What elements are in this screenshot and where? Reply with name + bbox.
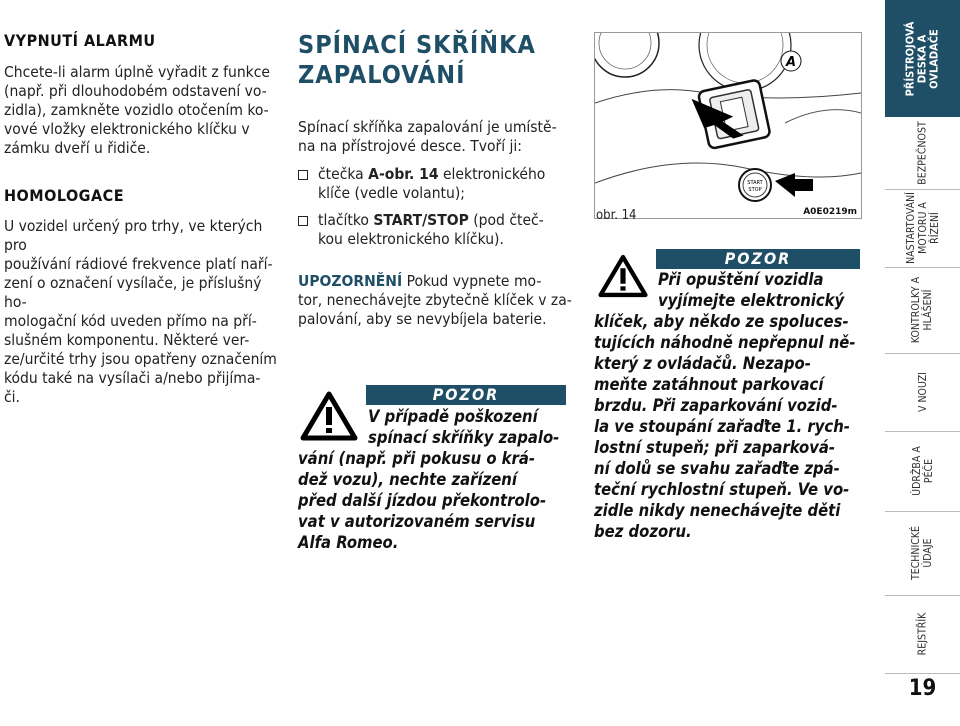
text-line: používání rádiové frekvence platí naří- (4, 255, 273, 273)
tab-label: ÚDRŽBA A PÉČE (910, 446, 935, 496)
paragraph-homologation (4, 217, 284, 407)
text-line: slušném komponentu. Některé ver- (4, 331, 250, 349)
chapter-tabs (885, 0, 960, 726)
bullet-text: kou elektronického klíčku). (318, 230, 504, 248)
warning-line: brzdu. Při zaparkování vozid- (594, 396, 838, 415)
warning-line: vyjímejte elektronický (658, 291, 845, 310)
section-title-ignition (298, 30, 536, 90)
warning-line: la ve stoupání zařaďte 1. rych- (594, 417, 850, 436)
bullet-text: tlačítko (318, 211, 374, 229)
bullet-list (298, 165, 583, 249)
bullet-bold: START/STOP (373, 211, 469, 229)
tab-emergency[interactable] (885, 353, 960, 431)
warning-line: spínací skříňky zapalo- (368, 428, 560, 447)
bullet-text: (pod čteč- (468, 211, 544, 229)
stop-label: STOP (748, 187, 762, 193)
title-line: SPÍNACÍ SKŘÍŇKA (298, 30, 536, 59)
warning-text (594, 269, 860, 542)
text-line: tor, nenechávejte zbytečně klíček v za- (298, 291, 572, 309)
tab-warning-lights[interactable] (885, 267, 960, 353)
figure-label-a: A (785, 55, 797, 70)
text-line: palování, aby se nevybíjela baterie. (298, 310, 547, 328)
warning-line: Alfa Romeo. (298, 533, 399, 552)
tab-label: REJSTŘÍK (916, 612, 929, 656)
text-line: mologační kód uveden přímo na pří- (4, 312, 257, 330)
tab-label: V NOUZI (916, 372, 929, 412)
tab-label: PŘÍSTROJOVÁ DESKA A OVLADAČE (903, 21, 941, 96)
tab-maintenance[interactable] (885, 431, 960, 511)
warning-line: Při opuštění vozidla (658, 270, 824, 289)
text-line: (např. při dlouhodobém odstavení vo- (4, 82, 267, 100)
text-line: zení o označení vysílače, je příslušný ho- (4, 274, 262, 311)
tab-label: TECHNICKÉ ÚDAJE (910, 525, 935, 581)
text-line: na na přístrojové desce. Tvoří ji: (298, 137, 522, 155)
text-line: Spínací skříňka zapalování je umístě- (298, 118, 557, 136)
paragraph-notice (298, 272, 583, 329)
tab-label: KONTROLKY A HLÁŠENÍ (910, 276, 935, 344)
warning-triangle-icon (300, 391, 358, 441)
tab-technical-data[interactable] (885, 511, 960, 595)
warning-line: vat v autorizovaném servisu (298, 512, 536, 531)
text-line: vové vložky elektronického klíčku v (4, 120, 250, 138)
warning-header: POZOR (656, 249, 860, 269)
warning-line: lostní stupeň; při zaparková- (594, 438, 836, 457)
heading-homologation: HOMOLOGACE (4, 186, 125, 205)
text-line: ze/určité trhy jsou opatřeny označením (4, 350, 277, 368)
warning-line: zidle nikdy nenechávejte děti (594, 501, 841, 520)
warning-triangle-icon (598, 253, 648, 299)
warning-line: ní dolů se svahu zařaďte zpá- (594, 459, 840, 478)
bullet-square-icon (298, 170, 308, 180)
text-line: U vozidel určený pro trhy, ve kterých pro (4, 217, 263, 254)
tab-safety[interactable] (885, 117, 960, 189)
dashboard-illustration (595, 33, 861, 218)
text-line: zámku dveří u řidiče. (4, 139, 151, 157)
tab-divider (885, 673, 960, 674)
text-line: Chcete-li alarm úplně vyřadit z funkce (4, 63, 270, 81)
bullet-bold: A-obr. 14 (368, 165, 439, 183)
tab-label: NASTARTOVÁNÍ MOTORU A ŘÍZENÍ (904, 192, 941, 264)
warning-line: meňte zatáhnout parkovací (594, 375, 824, 394)
text-line: zidla), zamkněte vozidlo otočením ko- (4, 101, 269, 119)
warning-line: klíček, aby někdo ze spoluces- (594, 312, 849, 331)
warning-line: dež vozu), nechte zařízení (298, 470, 517, 489)
bullet-text: elektronického (438, 165, 546, 183)
figure-caption: obr. 14 (596, 208, 637, 223)
paragraph-ignition-intro (298, 118, 578, 156)
bullet-reader (298, 165, 583, 203)
warning-header: POZOR (366, 385, 566, 405)
warning-box-leaving (594, 249, 860, 542)
paragraph-alarm-off (4, 63, 284, 158)
notice-label: UPOZORNĚNÍ (298, 272, 403, 290)
title-line: ZAPALOVÁNÍ (298, 60, 466, 89)
figure-ignition (594, 32, 862, 219)
warning-line: bez dozoru. (594, 522, 692, 541)
warning-line: tujících náhodně nepřepnul ně- (594, 333, 856, 352)
warning-line: před další jízdou překontrolo- (298, 491, 547, 510)
heading-alarm-off: VYPNUTÍ ALARMU (4, 31, 156, 50)
bullet-square-icon (298, 216, 308, 226)
page-number: 19 (908, 676, 937, 701)
tab-instrument-panel[interactable] (885, 0, 960, 117)
warning-line: který z ovládačů. Nezapo- (594, 354, 811, 373)
tab-index[interactable] (885, 595, 960, 673)
warning-box-ignition (298, 385, 566, 553)
tab-label: BEZPEČNOST (916, 121, 929, 185)
bullet-start-stop (298, 211, 583, 249)
tab-starting-driving[interactable] (885, 189, 960, 267)
text-line: Pokud vypnete mo- (402, 272, 542, 290)
text-line: kódu také na vysílači a/nebo přijíma- (4, 369, 261, 387)
figure-code: A0E0219m (803, 207, 857, 217)
bullet-text: klíče (vedle volantu); (318, 184, 466, 202)
warning-line: V případě poškození (368, 407, 538, 426)
start-label: START (747, 180, 763, 186)
text-line: či. (4, 388, 20, 406)
warning-line: vání (např. při pokusu o krá- (298, 449, 536, 468)
bullet-text: čtečka (318, 165, 369, 183)
warning-line: teční rychlostní stupeň. Ve vo- (594, 480, 850, 499)
